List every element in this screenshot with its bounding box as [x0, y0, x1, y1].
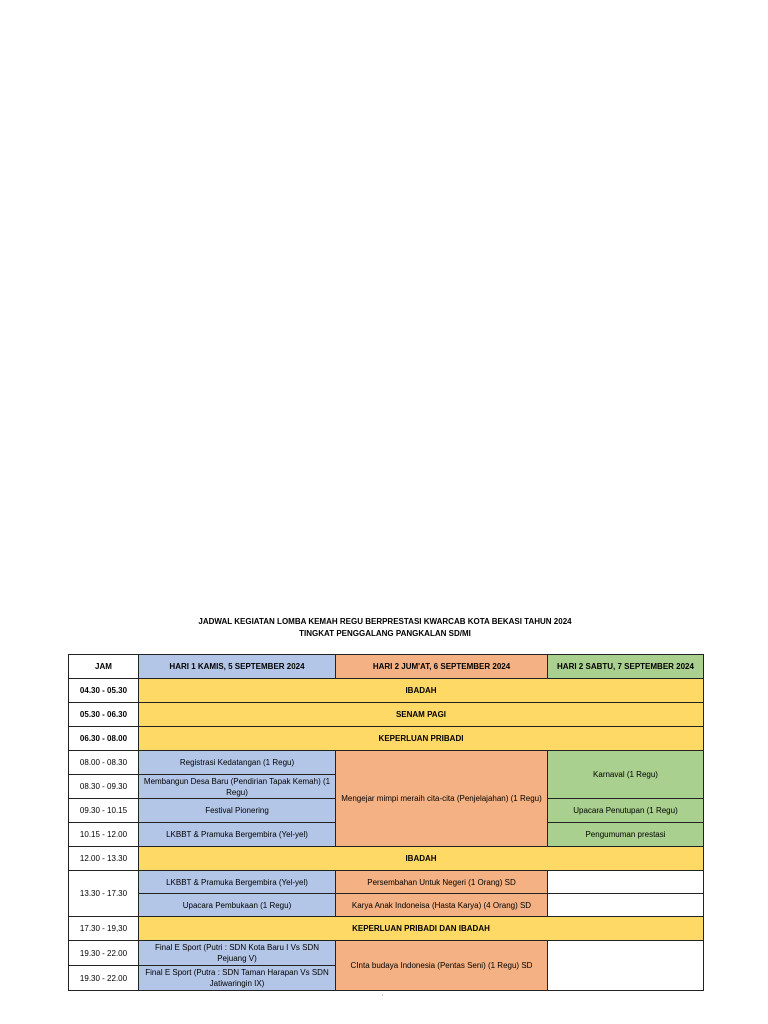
table-row: [69, 751, 704, 775]
day3-empty-cell: [548, 871, 704, 894]
table-row: [69, 679, 704, 703]
day2-activity-cell: Karya Anak Indoneisa (Hasta Karya) (4 Orang) SD: [336, 894, 548, 917]
jam-cell: 05.30 - 06.30: [69, 703, 139, 727]
jam-cell: 12.00 - 13.30: [69, 847, 139, 871]
schedule-title: JADWAL KEGIATAN LOMBA KEMAH REGU BERPRESTASI KWARCAB KOTA BEKASI TAHUN 2024: [198, 617, 572, 626]
day3-empty-cell: [548, 894, 704, 917]
activity-cell-all-days: IBADAH: [139, 847, 704, 871]
schedule-subtitle: TINGKAT PENGGALANG PANGKALAN SD/MI: [299, 629, 471, 638]
jam-cell: 04.30 - 05.30: [69, 679, 139, 703]
jam-cell: 19.30 - 22.00: [69, 941, 139, 966]
activity-cell-all-days: SENAM PAGI: [139, 703, 704, 727]
footer-mark: ': [382, 995, 384, 1001]
jam-cell: 09.30 - 10.15: [69, 799, 139, 823]
jam-cell: 17.30 - 19,30: [69, 917, 139, 941]
day2-activity-cell: Persembahan Untuk Negeri (1 Orang) SD: [336, 871, 548, 894]
activity-cell-all-days: KEPERLUAN PRIBADI: [139, 727, 704, 751]
day1-activity-cell: Final E Sport (Putri : SDN Kota Baru I Vs SDN Pejuang V): [139, 941, 336, 966]
day1-activity-cell: Upacara Pembukaan (1 Regu): [139, 894, 336, 917]
day2-morning-activity-cell: Mengejar mimpi meraih cita-cita (Penjelajahan) (1 Regu): [336, 751, 548, 847]
header-day1: HARI 1 KAMIS, 5 SEPTEMBER 2024: [139, 655, 336, 679]
table-row: [69, 727, 704, 751]
day1-activity-cell: Registrasi Kedatangan (1 Regu): [139, 751, 336, 775]
day1-activity-cell: Membangun Desa Baru (Pendirian Tapak Kemah) (1 Regu): [139, 775, 336, 799]
activity-cell-all-days: IBADAH: [139, 679, 704, 703]
header-jam: JAM: [69, 655, 139, 679]
table-row: [69, 847, 704, 871]
table-row: [69, 917, 704, 941]
schedule-title-block: [0, 616, 768, 640]
header-day3: HARI 2 SABTU, 7 SEPTEMBER 2024: [548, 655, 704, 679]
schedule-table: [68, 654, 704, 991]
day3-morning-activity-cell: Karnaval (1 Regu): [548, 751, 704, 799]
day1-activity-cell: Final E Sport (Putra : SDN Taman Harapan Vs SDN Jatiwaringin IX): [139, 966, 336, 991]
activity-cell-all-days: KEPERLUAN PRIBADI DAN IBADAH: [139, 917, 704, 941]
table-row: [69, 871, 704, 894]
jam-cell: 13.30 - 17.30: [69, 871, 139, 917]
jam-cell: 06.30 - 08.00: [69, 727, 139, 751]
table-row: [69, 941, 704, 966]
day3-activity-cell: Pengumuman prestasi: [548, 823, 704, 847]
jam-cell: 19.30 - 22.00: [69, 966, 139, 991]
day2-evening-activity-cell: CInta budaya Indonesia (Pentas Seni) (1 Regu) SD: [336, 941, 548, 991]
jam-cell: 08.30 - 09.30: [69, 775, 139, 799]
table-row: [69, 894, 704, 917]
jam-cell: 10.15 - 12.00: [69, 823, 139, 847]
day1-activity-cell: LKBBT & Pramuka Bergembira (Yel-yel): [139, 871, 336, 894]
day1-activity-cell: Festival Pionering: [139, 799, 336, 823]
table-row: [69, 703, 704, 727]
header-row: [69, 655, 704, 679]
header-day2: HARI 2 JUM'AT, 6 SEPTEMBER 2024: [336, 655, 548, 679]
day3-activity-cell: Upacara Penutupan (1 Regu): [548, 799, 704, 823]
day3-empty-cell: [548, 941, 704, 991]
jam-cell: 08.00 - 08.30: [69, 751, 139, 775]
day1-activity-cell: LKBBT & Pramuka Bergembira (Yel-yel): [139, 823, 336, 847]
